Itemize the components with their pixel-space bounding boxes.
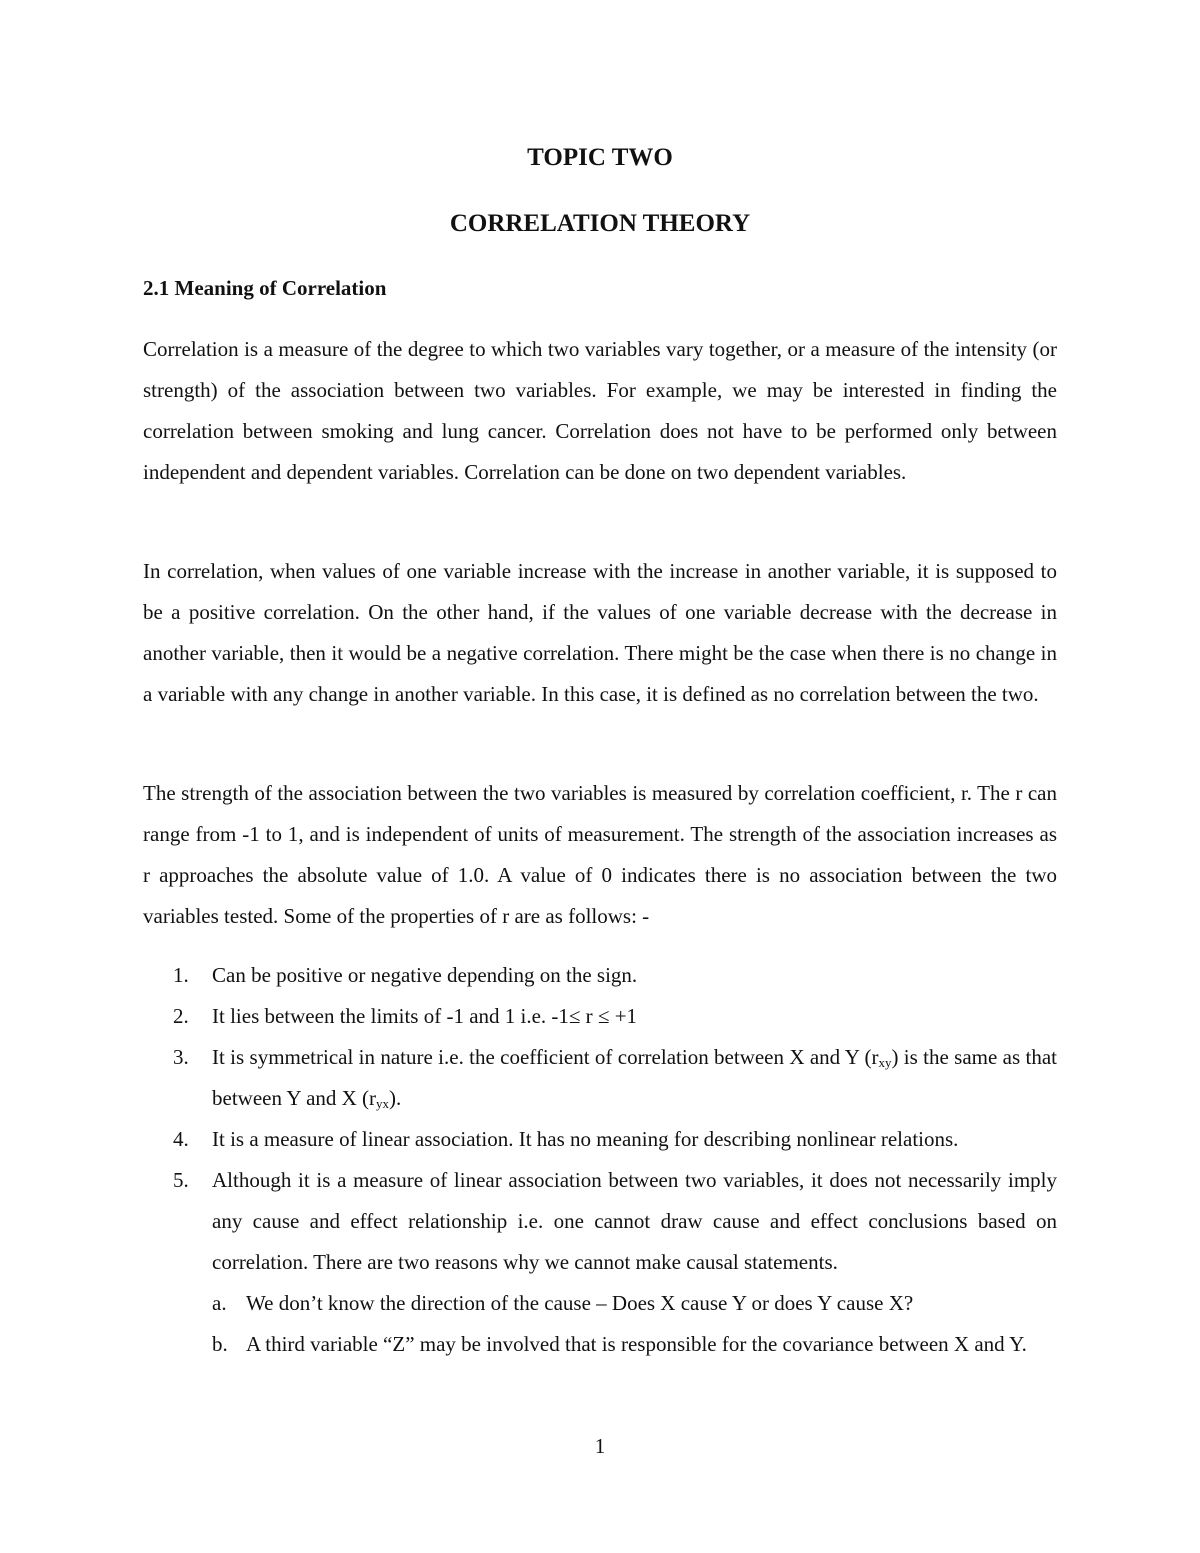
paragraph-2: In correlation, when values of one variable increase with the increase in another variable, it is supposed to be a positive correlation. On the other hand, if the values of one variable decrease with the decrease in another variable, then it would be a negative correlation. There might be the case when there is no change in a variable with any change in another variable. In this case, it is defined as no correlation between the two. <box>143 559 1057 706</box>
list-text: It lies between the limits of -1 and 1 i.e. -1≤ r ≤ +1 <box>212 1004 638 1028</box>
list-item <box>143 1119 1057 1160</box>
list-number: 2. <box>173 1004 189 1028</box>
page-number: 1 <box>594 1434 606 1458</box>
list-number: 5. <box>173 1168 189 1192</box>
page-title: TOPIC TWO <box>527 144 673 171</box>
properties-list <box>143 955 1057 1365</box>
list-number: 4. <box>173 1127 189 1151</box>
list-text-part: It is symmetrical in nature i.e. the coefficient of correlation between X and Y (r <box>212 1045 879 1069</box>
list-text: Can be positive or negative depending on the sign. <box>212 963 638 987</box>
list-text-part: ) is the same as that between Y and X (r <box>212 1045 1057 1110</box>
list-text: It is a measure of linear association. It has no meaning for describing nonlinear relations. <box>212 1127 959 1151</box>
sublist-item <box>212 1283 1057 1324</box>
list-item <box>143 1037 1057 1119</box>
section-heading: 2.1 Meaning of Correlation <box>143 276 387 300</box>
page-subtitle: CORRELATION THEORY <box>449 210 751 237</box>
list-text: Although it is a measure of linear association between two variables, it does not necessarily imply any cause and effect relationship i.e. one cannot draw cause and effect conclusions based on correlation. There are two reasons why we cannot make causal statements. <box>212 1168 1057 1274</box>
list-item <box>143 1160 1057 1365</box>
list-number: 3. <box>173 1045 189 1069</box>
sublist-text: We don’t know the direction of the cause – Does X cause Y or does Y cause X? <box>246 1291 914 1315</box>
reasons-sublist <box>212 1283 1057 1365</box>
list-item <box>143 996 1057 1037</box>
sublist-letter: a. <box>212 1291 227 1315</box>
subscript-xy: xy <box>878 1055 892 1070</box>
sublist-item <box>212 1324 1057 1365</box>
sublist-text: A third variable “Z” may be involved that is responsible for the covariance between X and Y. <box>246 1332 1027 1356</box>
subscript-yx: yx <box>376 1096 390 1111</box>
sublist-letter: b. <box>212 1332 228 1356</box>
paragraph-1: Correlation is a measure of the degree to which two variables vary together, or a measure of the intensity (or strength) of the association between two variables. For example, we may be interested in finding the correlation between smoking and lung cancer. Correlation does not have to be performed only between independent and dependent variables. Correlation can be done on two dependent variables. <box>143 337 1057 484</box>
list-item <box>143 955 1057 996</box>
list-number: 1. <box>173 963 189 987</box>
paragraph-3: The strength of the association between the two variables is measured by correlation coefficient, r. The r can range from -1 to 1, and is independent of units of measurement. The strength of the association increases as r approaches the absolute value of 1.0. A value of 0 indicates there is no association between the two variables tested. Some of the properties of r are as follows: - <box>143 781 1057 928</box>
list-text-part: ). <box>389 1086 402 1110</box>
